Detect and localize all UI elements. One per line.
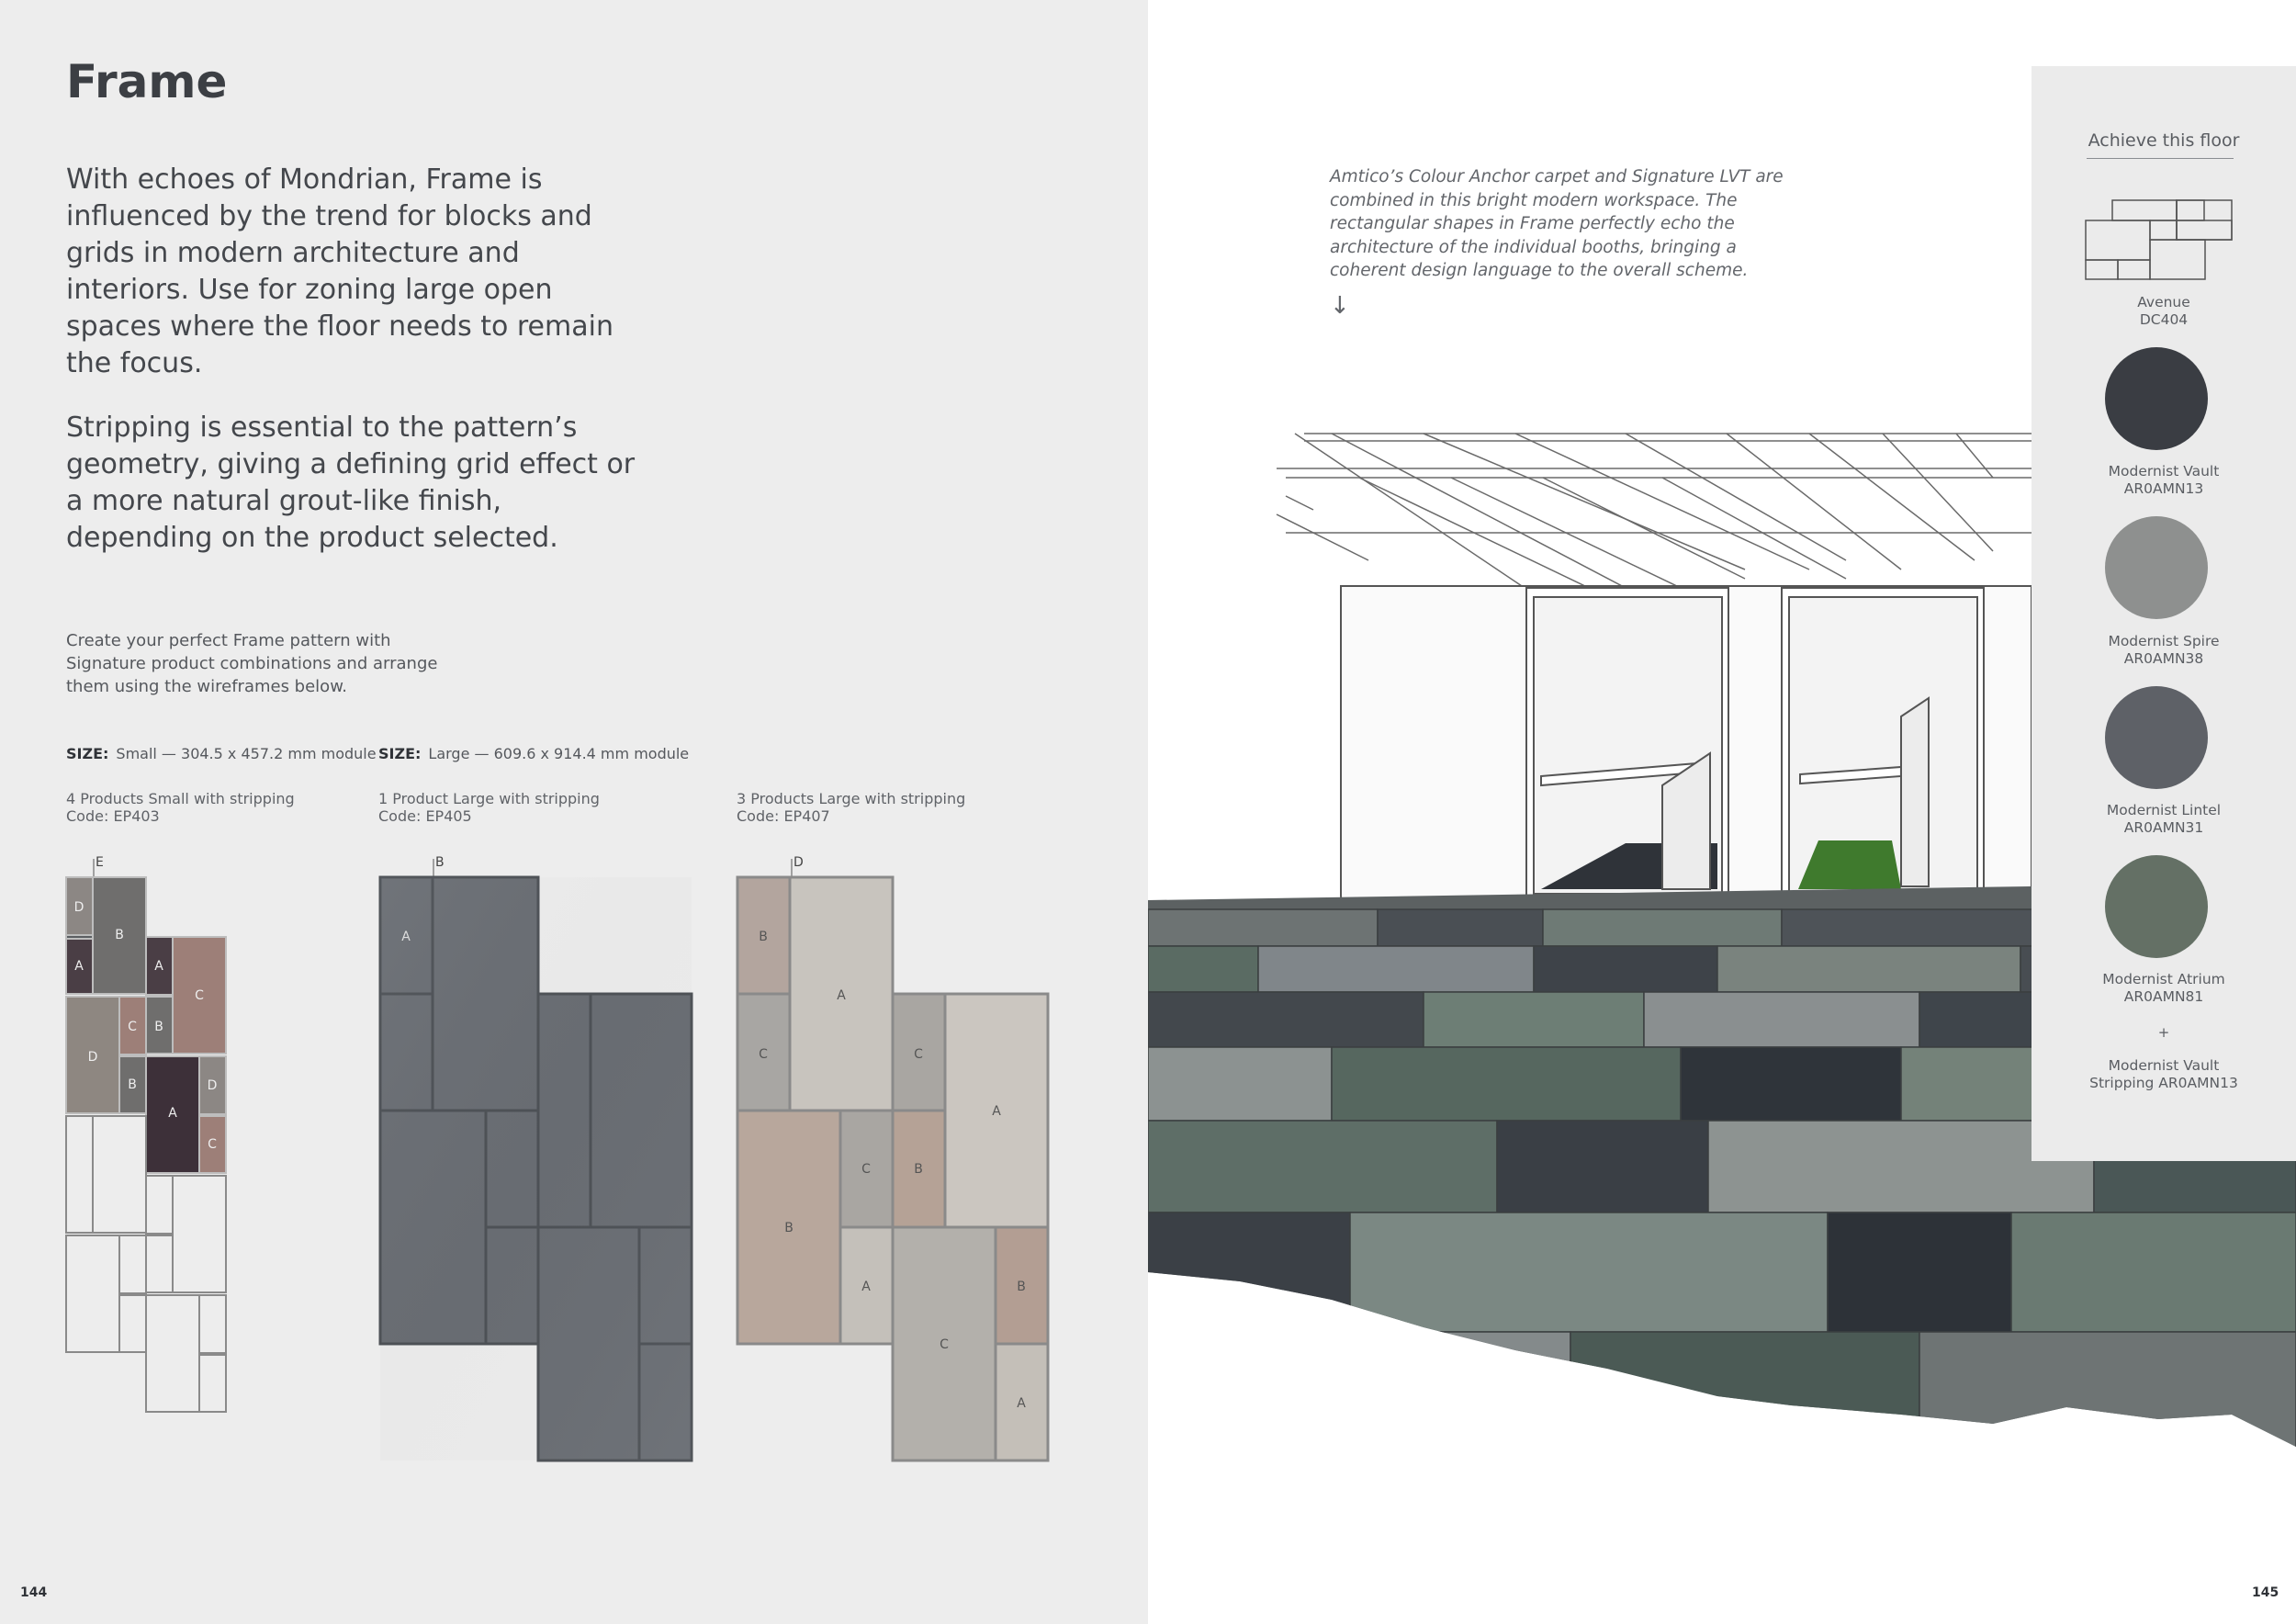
svg-text:B: B bbox=[914, 1162, 923, 1177]
plus-sign: + bbox=[2157, 1024, 2170, 1041]
pattern-wireframes bbox=[0, 0, 1148, 1562]
page-number-right: 145 bbox=[2252, 1585, 2279, 1600]
wireframe-ep405 bbox=[380, 855, 692, 1460]
heading-underline bbox=[2087, 158, 2234, 159]
size-small-label: SIZE: Small — 304.5 x 457.2 mm module bbox=[66, 745, 377, 762]
wireframe-ep407 bbox=[737, 855, 1048, 1460]
svg-text:D: D bbox=[73, 900, 84, 915]
arrow-down-icon: ↓ bbox=[1330, 292, 1350, 320]
ceiling-slats bbox=[1277, 434, 2032, 588]
swatch-modernist-atrium bbox=[2105, 855, 2208, 958]
svg-text:C: C bbox=[914, 1047, 923, 1062]
svg-text:C: C bbox=[128, 1020, 137, 1034]
swatch-modernist-lintel bbox=[2105, 686, 2208, 789]
svg-text:A: A bbox=[401, 930, 411, 944]
swatch-modernist-spire bbox=[2105, 516, 2208, 619]
size-large-label: SIZE: Large — 609.6 x 914.4 mm module bbox=[378, 745, 690, 762]
svg-text:C: C bbox=[940, 1337, 949, 1352]
svg-text:C: C bbox=[195, 988, 204, 1003]
panel-heading: Achieve this floor bbox=[2088, 130, 2240, 151]
svg-text:A: A bbox=[74, 959, 84, 974]
svg-text:B: B bbox=[759, 930, 768, 944]
svg-text:B: B bbox=[154, 1020, 163, 1034]
svg-text:A: A bbox=[861, 1280, 871, 1294]
stripping-label: D bbox=[793, 855, 804, 870]
svg-text:A: A bbox=[992, 1104, 1001, 1119]
swatch-label: Modernist Spire AR0AMN38 bbox=[2108, 633, 2220, 667]
svg-text:C: C bbox=[861, 1162, 871, 1177]
stripping-label: Modernist Vault Stripping AR0AMN13 bbox=[2089, 1057, 2238, 1091]
booths bbox=[1341, 586, 2032, 914]
svg-text:A: A bbox=[154, 959, 163, 974]
wireframe-ep403 bbox=[66, 855, 226, 1412]
stripping-paragraph: Stripping is essential to the pattern’s geometry, giving a defining grid effect or a more natural grout-like finish, depending on the product selected. bbox=[66, 412, 636, 554]
svg-text:C: C bbox=[208, 1137, 217, 1152]
svg-text:B: B bbox=[784, 1221, 793, 1235]
svg-text:B: B bbox=[115, 928, 124, 942]
swatch-label: Modernist Lintel AR0AMN31 bbox=[2106, 802, 2222, 836]
svg-text:C: C bbox=[759, 1047, 768, 1062]
intro-paragraph: With echoes of Mondrian, Frame is influenced by the trend for blocks and grids in modern architecture and interiors. Use for zoning large open spaces where the floor needs to remain the focus. bbox=[66, 164, 613, 379]
swatch-modernist-vault bbox=[2105, 347, 2208, 450]
swatch-label: Modernist Vault AR0AMN13 bbox=[2108, 463, 2220, 497]
achieve-floor-panel bbox=[2032, 66, 2296, 1161]
svg-text:B: B bbox=[1017, 1280, 1026, 1294]
pattern-ep405-label: 1 Product Large with stripping Code: EP405 bbox=[378, 790, 600, 825]
pattern-name: Avenue DC404 bbox=[2137, 294, 2190, 328]
svg-text:B: B bbox=[128, 1077, 137, 1092]
svg-text:A: A bbox=[168, 1106, 177, 1121]
swatch-label: Modernist Atrium AR0AMN81 bbox=[2102, 971, 2225, 1005]
stripping-label: B bbox=[435, 855, 445, 870]
avenue-pattern-icon bbox=[2085, 199, 2234, 282]
svg-text:D: D bbox=[207, 1078, 218, 1093]
page-number-left: 144 bbox=[20, 1585, 48, 1600]
svg-text:A: A bbox=[1017, 1396, 1026, 1411]
pattern-ep403-label: 4 Products Small with stripping Code: EP403 bbox=[66, 790, 295, 825]
image-caption: Amtico’s Colour Anchor carpet and Signature LVT are combined in this bright modern workspace. The rectangular shapes in Frame perfectly echo the architecture of the individual booths, bringing a coherent design language to the overall scheme. bbox=[1330, 167, 1784, 280]
pattern-ep407-label: 3 Products Large with stripping Code: EP407 bbox=[737, 790, 966, 825]
svg-text:A: A bbox=[837, 988, 846, 1003]
page-title: Frame bbox=[66, 55, 228, 108]
create-instructions: Create your perfect Frame pattern with Signature product combinations and arrange them using the wireframes below. bbox=[66, 631, 438, 696]
svg-text:D: D bbox=[87, 1050, 98, 1065]
stripping-label: E bbox=[96, 855, 104, 870]
